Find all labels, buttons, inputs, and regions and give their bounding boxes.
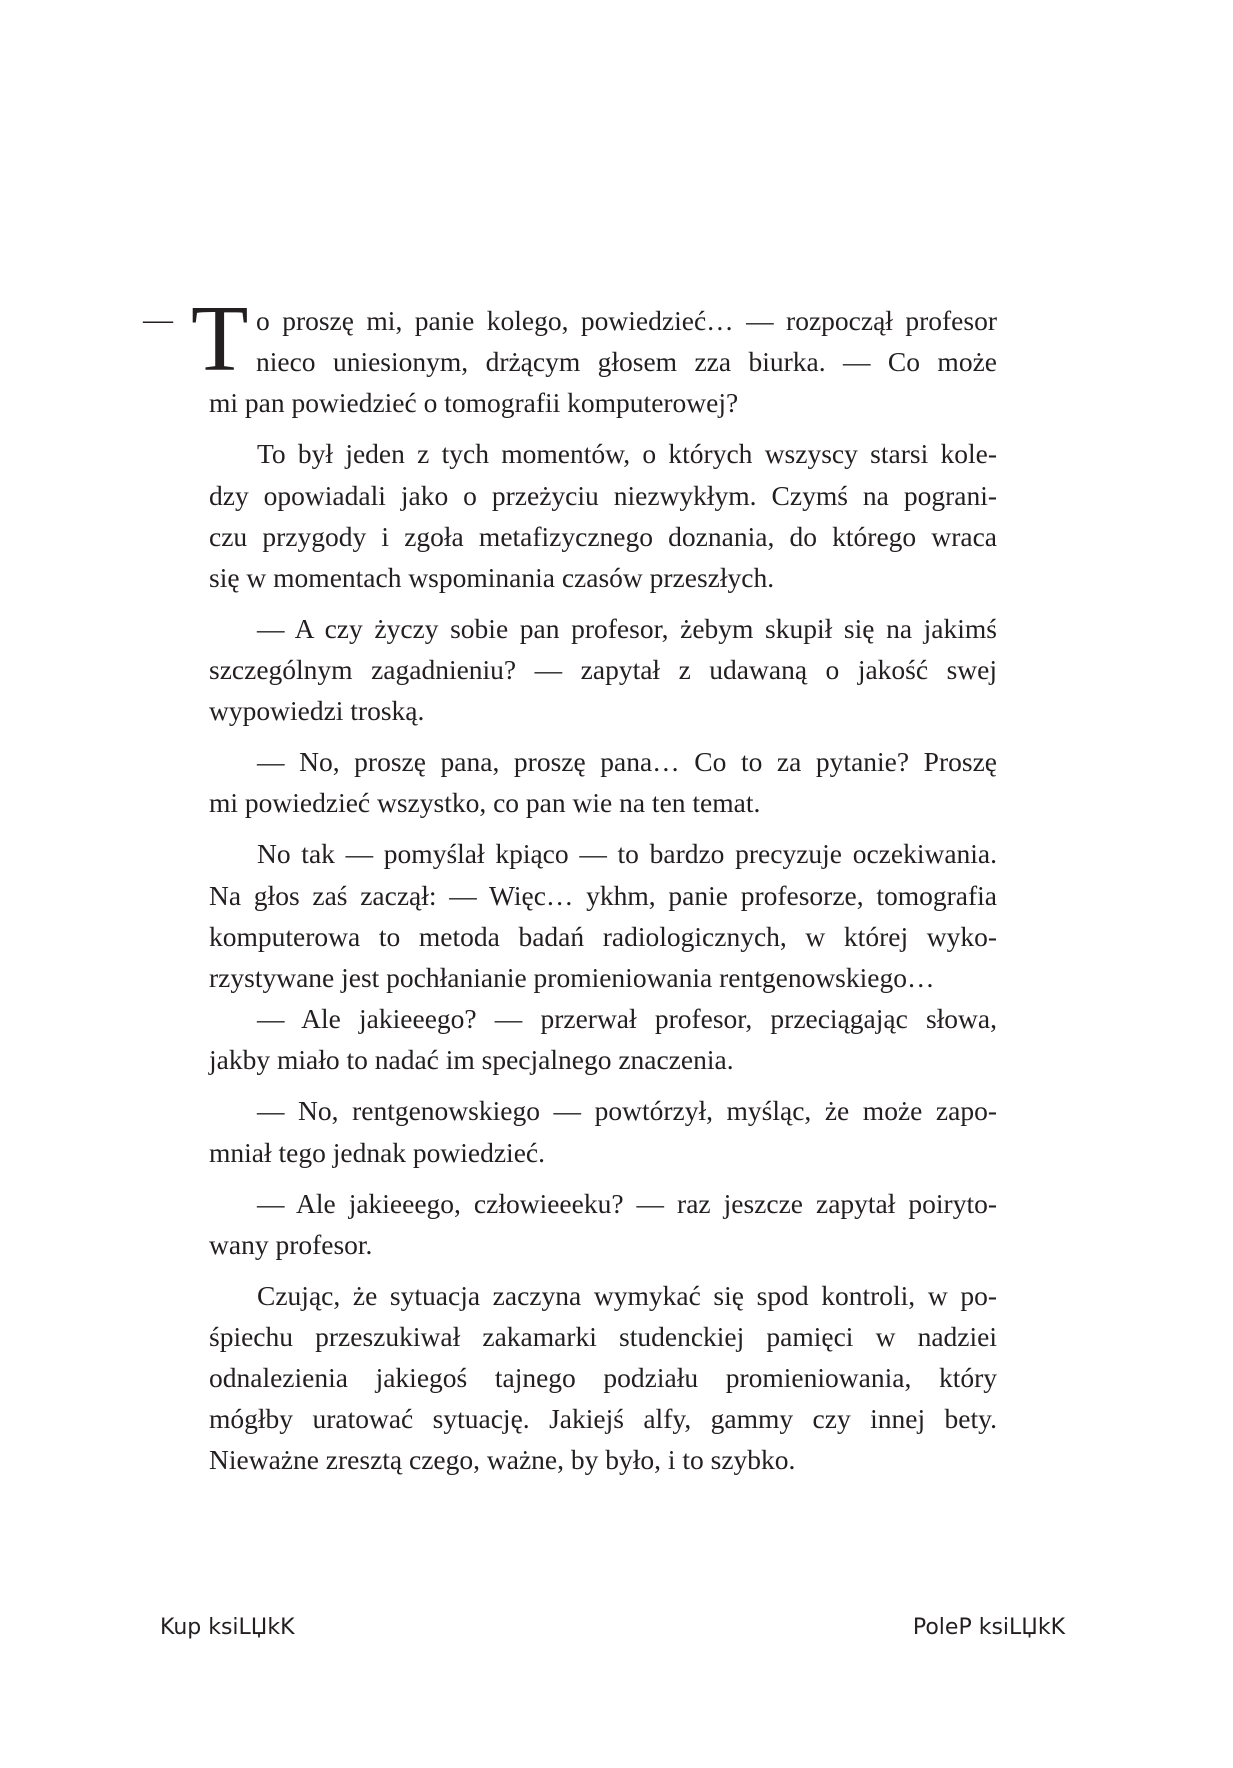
text-line: To był jeden z tych momentów, o których wszyscy starsi kole- bbox=[257, 438, 997, 470]
text-line: mi pan powiedzieć o tomografii komputerowej? bbox=[209, 387, 739, 419]
text-line: Nieważne zresztą czego, ważne, by było, i to szybko. bbox=[209, 1444, 796, 1476]
text-line: wypowiedzi troską. bbox=[209, 695, 425, 727]
text-line: No tak — pomyślał kpiąco — to bardzo precyzuje oczekiwania. bbox=[257, 838, 997, 870]
opening-dash: — bbox=[143, 303, 173, 336]
text-line: mniał tego jednak powiedzieć. bbox=[209, 1136, 545, 1168]
paragraph-5 bbox=[209, 833, 997, 998]
recommend-book-link[interactable]: PoleP ksiLЏkK bbox=[912, 1615, 1065, 1640]
text-line: — A czy życzy sobie pan profesor, żebym skupił się na jakimś bbox=[257, 612, 997, 644]
text-line: — No, proszę pana, proszę pana… Co to za pytanie? Proszę bbox=[257, 746, 997, 778]
text-line: — T o proszę mi, panie kolego, powiedzieć… — rozpoczął profesor bbox=[143, 287, 997, 391]
paragraph-8 bbox=[209, 1183, 997, 1265]
text-line: szczególnym zagadnieniu? — zapytał z udawaną o jakość swej bbox=[209, 654, 997, 686]
text-line: śpiechu przeszukiwał zakamarki studenckiej pamięci w nadziei bbox=[209, 1320, 997, 1352]
body-text bbox=[143, 287, 997, 1481]
text-line: komputerowa to metoda badań radiologicznych, w której wyko- bbox=[209, 920, 997, 952]
text-line: jakby miało to nadać im specjalnego znaczenia. bbox=[209, 1044, 734, 1076]
text-line: się w momentach wspominania czasów przeszłych. bbox=[209, 561, 775, 593]
paragraph-3 bbox=[209, 608, 997, 732]
text-line: czu przygody i zgoła metafizycznego doznania, do którego wraca bbox=[209, 520, 997, 552]
paragraph-9 bbox=[209, 1275, 997, 1481]
drop-cap: T bbox=[191, 287, 249, 391]
text-line: nieco uniesionym, drżącym głosem zza biurka. — Co może bbox=[256, 346, 997, 378]
paragraph-2 bbox=[209, 433, 997, 598]
paragraph-4 bbox=[209, 741, 997, 823]
text-line: — Ale jakieeego? — przerwał profesor, przeciągając słowa, bbox=[257, 1003, 997, 1035]
text-line: Na głos zaś zaczął: — Więc… ykhm, panie profesorze, tomografia bbox=[209, 879, 997, 911]
text-line: — Ale jakieeego, człowieeeku? — raz jeszcze zapytał poiryto- bbox=[257, 1187, 997, 1219]
text-line: rzystywane jest pochłanianie promieniowania rentgenowskiego… bbox=[209, 962, 935, 993]
paragraph-7 bbox=[209, 1090, 997, 1172]
buy-book-link[interactable]: Kup ksiLЏkK bbox=[160, 1615, 295, 1640]
paragraph-1 bbox=[143, 287, 997, 424]
text-line: wany profesor. bbox=[209, 1228, 373, 1260]
paragraph-6 bbox=[209, 998, 997, 1080]
text-line: dzy opowiadali jako o przeżyciu niezwykłym. Czymś na pograni- bbox=[209, 479, 997, 511]
text-line: Czując, że sytuacja zaczyna wymykać się spod kontroli, w po- bbox=[257, 1279, 997, 1311]
text-line: mi powiedzieć wszystko, co pan wie na ten temat. bbox=[209, 787, 761, 819]
text-line: — No, rentgenowskiego — powtórzył, myśląc, że może zapo- bbox=[257, 1095, 997, 1127]
text-line: odnalezienia jakiegoś tajnego podziału promieniowania, który bbox=[209, 1362, 997, 1394]
text-line: mógłby uratować sytuację. Jakiejś alfy, gammy czy innej bety. bbox=[209, 1403, 997, 1435]
